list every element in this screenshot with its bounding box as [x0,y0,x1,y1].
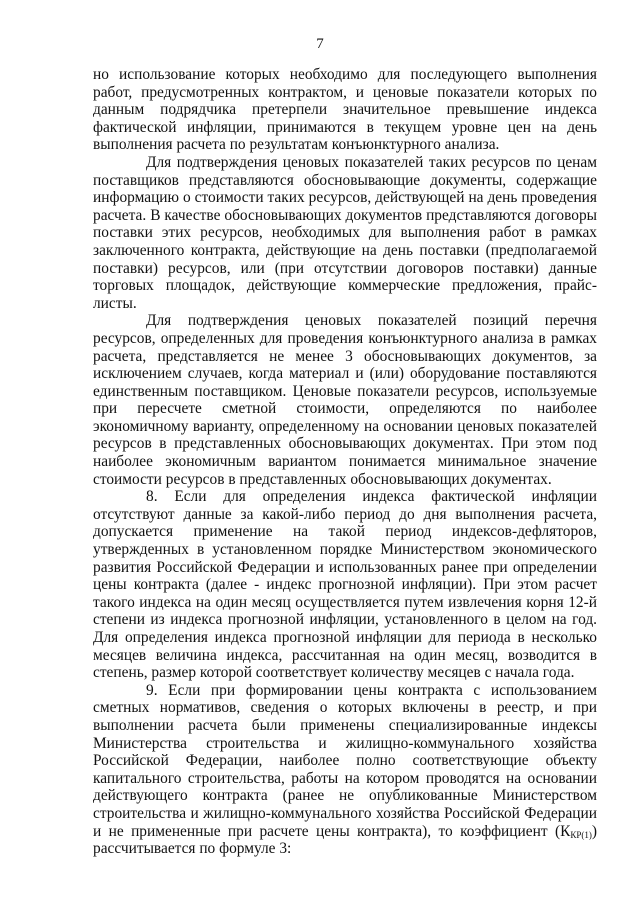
paragraph-item-9 [93,682,597,858]
paragraph-item-9-tail: ) рассчитывается по формуле 3: [93,822,597,858]
page-number: 7 [316,36,324,52]
paragraph-item-8: 8. Если для определения индекса фактической инфляции отсутствуют данные за какой-либо период до дня выполнения расчета, допускается применение на такой период индексов-дефляторов, утвержденных в установленном порядке Министерством экономического развития Российской Федерации и использованных ранее при определении цены контракта (далее - индекс прогнозной инфляции). При этом расчет такого индекса на один месяц осуществляется путем извлечения корня 12-й степени из индекса прогнозной инфляции, установленного в целом на год. Для определения индекса прогнозной инфляции для периода в несколько месяцев величина индекса, рассчитанная на один месяц, возводится в степень, размер которой соответствует количеству месяцев с начала года. [93,488,597,682]
paragraph-resource-list: Для подтверждения ценовых показателей позиций перечня ресурсов, определенных для проведения конъюнктурного анализа в рамках расчета, представляется не менее 3 обосновывающих документов, за исключением случаев, когда материал и (или) оборудование поставляются единственным поставщиком. Ценовые показатели ресурсов, используемые при пересчете сметной стоимости, определяются по наиболее экономичному варианту, определенному на основании ценовых показателей ресурсов в представленных обосновывающих документах. При этом под наиболее экономичным вариантом понимается минимальное значение стоимости ресурсов в представленных обосновывающих документах. [93,312,597,488]
coefficient-subscript: КР(1) [570,829,592,840]
paragraph-continuation: но использование которых необходимо для последующего выполнения работ, предусмотренных контрактом, и ценовые показатели которых по данным подрядчика претерпели значительное превышение индекса фактической инфляции, принимаются в текущем уровне цен на день выполнения расчета по результатам конъюнктурного анализа. [93,66,597,154]
coefficient-symbol: К [560,822,571,840]
document-body [93,66,597,858]
paragraph-supplier-documents: Для подтверждения ценовых показателей таких ресурсов по ценам поставщиков представляются обосновывающие документы, содержащие информацию о стоимости таких ресурсов, действующей на день проведения расчета. В качестве обосновывающих документов представляются договоры поставки этих ресурсов, необходимых для выполнения работ в рамках заключенного контракта, действующие на день поставки (предполагаемой поставки) ресурсов, или (при отсутствии договоров поставки) данные торговых площадок, действующие коммерческие предложения, прайс-листы. [93,153,597,312]
paragraph-item-9-text: 9. Если при формировании цены контракта с использованием сметных нормативов, сведения о которых включены в реестр, и при выполнении расчета были применены специализированные индексы Министерства строительства и жилищно-коммунального хозяйства Российской Федерации, наиболее полно соответствующие объекту капитального строительства, работы на котором проводятся на основании действующего контракта (ранее не опубликованные Министерством строительства и жилищно-коммунального хозяйства Российской Федерации и не примененные при расчете цены контракта), то коэффициент ( [93,681,597,840]
